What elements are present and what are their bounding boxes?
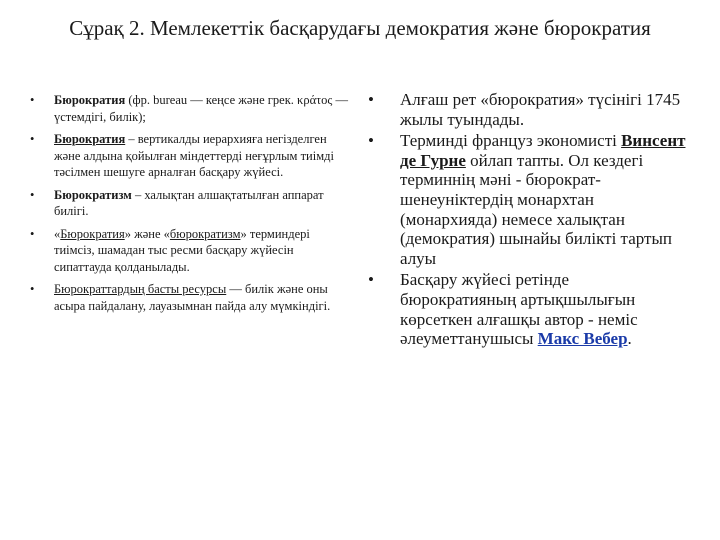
fact-text: Алғаш рет «бюрократия» түсінігі 1745 жылы туындады. [400,90,681,129]
term: Бюрократизм [54,187,132,202]
list-item [30,187,348,220]
economist-name: Винсент де Гурне [400,131,686,170]
right-bullet-list [368,90,688,351]
bullet-icon: • [30,187,35,202]
definition-text: — билік және оны асыра пайдалану, лауазымнан пайда алу мүмкіндігі. [54,282,331,313]
fact-text: Басқару жүйесі ретінде бюрократияның артықшылығын көрсеткен алғашқы автор - неміс әлеуметтанушысы [400,270,638,349]
list-item [368,90,688,129]
definition-text: – вертикалды иерархияға негізделген және алдына қойылған міндеттерді неғұрлым тиімді тәсілмен шешуге арналған басқару жүйесі. [54,132,334,179]
bullet-icon: • [30,282,35,296]
quote-join: » және « [124,226,170,241]
open-quote: « [54,226,61,241]
list-item [368,270,688,348]
term: Бюрократия [54,93,126,107]
list-item [30,281,348,314]
bullet-icon: • [30,132,35,146]
bullet-icon: • [30,93,35,107]
list-item [30,226,348,276]
slide-title: Сұрақ 2. Мемлекеттік басқарудағы демократия және бюрократия [69,16,651,40]
list-item [368,131,688,268]
bullet-icon: • [368,270,374,290]
list-item [30,131,348,181]
trailing-period: . [627,329,632,349]
max-weber-link[interactable]: Макс Вебер [537,329,628,349]
term-bureaucracy: Бюрократия [60,226,125,241]
definition-text: (фр. bureau — кеңсе және грек. κράτος — үстемдігі, билік); [54,93,348,124]
fact-text: Терминді француз экономисті [400,131,622,151]
left-bullet-list [30,92,348,320]
term: Бюрократтардың басты ресурсы [54,282,227,296]
list-item [30,92,348,125]
definition-text: терминдері тиімсіз, шамадан тыс ресми басқару жүйесін сипаттауда қолданылады. [54,226,310,274]
close-quote: » [240,226,247,241]
bullet-icon: • [30,226,35,241]
term-bureaucratism: бюрократизм [169,226,241,241]
bullet-icon: • [368,90,374,109]
fact-text-continued: ойлап тапты. Ол кездегі терминнің мәні - бюрократ-шенеуніктердің монархтан (монархияда) немесе халықтан (демократия) шынайы билікті тартып алуы [400,150,672,268]
bullet-icon: • [368,131,374,151]
definition-text: – халықтан алшақтатылған аппарат билігі. [54,187,324,218]
term: Бюрократия [54,132,126,146]
